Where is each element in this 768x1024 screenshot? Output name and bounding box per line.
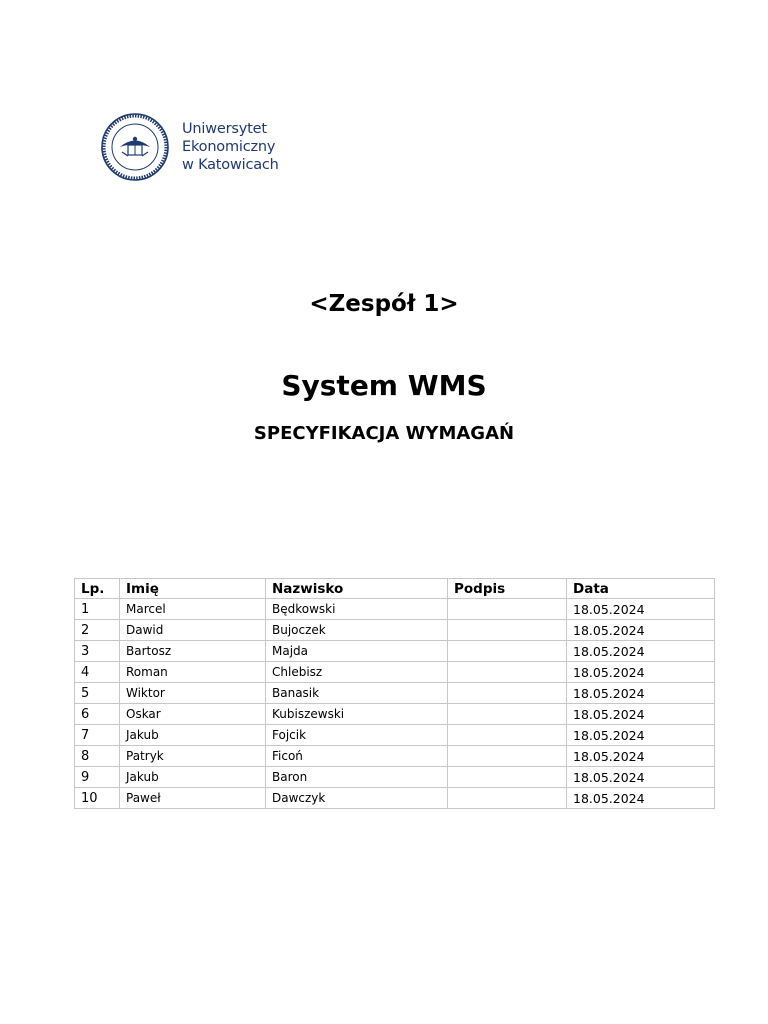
cell-date: 18.05.2024: [567, 641, 715, 662]
table-row: [75, 767, 715, 788]
cell-last-name: Fojcik: [266, 725, 448, 746]
cell-signature: [448, 725, 567, 746]
team-members-table: [74, 578, 715, 809]
cell-last-name: Dawczyk: [266, 788, 448, 809]
cell-lp: 8: [75, 746, 120, 767]
university-name: [182, 120, 279, 174]
university-seal-icon: [100, 112, 170, 182]
table-row: [75, 599, 715, 620]
cell-date: 18.05.2024: [567, 788, 715, 809]
cell-signature: [448, 767, 567, 788]
cell-first-name: Oskar: [120, 704, 266, 725]
cell-lp: 1: [75, 599, 120, 620]
university-name-line-1: Uniwersytet: [182, 121, 267, 137]
cell-first-name: Roman: [120, 662, 266, 683]
cell-lp: 10: [75, 788, 120, 809]
table-row: [75, 725, 715, 746]
column-header-signature: Podpis: [448, 579, 567, 599]
table-row: [75, 662, 715, 683]
cell-date: 18.05.2024: [567, 746, 715, 767]
cell-first-name: Paweł: [120, 788, 266, 809]
table-body: [75, 599, 715, 809]
column-header-first-name: Imię: [120, 579, 266, 599]
cell-signature: [448, 641, 567, 662]
cell-date: 18.05.2024: [567, 725, 715, 746]
university-name-line-3: w Katowicach: [182, 157, 279, 173]
cell-lp: 4: [75, 662, 120, 683]
cell-date: 18.05.2024: [567, 683, 715, 704]
cell-lp: 9: [75, 767, 120, 788]
cell-last-name: Baron: [266, 767, 448, 788]
document-title: System WMS: [281, 369, 487, 402]
column-header-date: Data: [567, 579, 715, 599]
table-row: [75, 641, 715, 662]
table-row: [75, 620, 715, 641]
column-header-last-name: Nazwisko: [266, 579, 448, 599]
cell-lp: 2: [75, 620, 120, 641]
cell-first-name: Patryk: [120, 746, 266, 767]
column-header-lp: Lp.: [75, 579, 120, 599]
cell-lp: 3: [75, 641, 120, 662]
cell-last-name: Będkowski: [266, 599, 448, 620]
cell-first-name: Wiktor: [120, 683, 266, 704]
table-row: [75, 788, 715, 809]
cell-last-name: Banasik: [266, 683, 448, 704]
cell-last-name: Bujoczek: [266, 620, 448, 641]
cell-lp: 5: [75, 683, 120, 704]
team-heading: <Zespół 1>: [309, 291, 459, 317]
cell-date: 18.05.2024: [567, 662, 715, 683]
cell-date: 18.05.2024: [567, 767, 715, 788]
cell-signature: [448, 788, 567, 809]
cell-first-name: Jakub: [120, 767, 266, 788]
cell-signature: [448, 620, 567, 641]
cell-date: 18.05.2024: [567, 599, 715, 620]
document-subtitle: SPECYFIKACJA WYMAGAŃ: [253, 423, 515, 444]
cell-lp: 6: [75, 704, 120, 725]
cell-first-name: Bartosz: [120, 641, 266, 662]
table-row: [75, 704, 715, 725]
table-header-row: [75, 579, 715, 599]
cell-last-name: Chlebisz: [266, 662, 448, 683]
cell-last-name: Majda: [266, 641, 448, 662]
cell-last-name: Kubiszewski: [266, 704, 448, 725]
cell-signature: [448, 746, 567, 767]
cell-signature: [448, 662, 567, 683]
cell-last-name: Ficoń: [266, 746, 448, 767]
table-row: [75, 683, 715, 704]
cell-first-name: Dawid: [120, 620, 266, 641]
university-name-line-2: Ekonomiczny: [182, 139, 276, 155]
cell-signature: [448, 704, 567, 725]
cell-date: 18.05.2024: [567, 620, 715, 641]
table-row: [75, 746, 715, 767]
cell-date: 18.05.2024: [567, 704, 715, 725]
cell-first-name: Jakub: [120, 725, 266, 746]
cell-signature: [448, 599, 567, 620]
cell-first-name: Marcel: [120, 599, 266, 620]
cell-signature: [448, 683, 567, 704]
cell-lp: 7: [75, 725, 120, 746]
university-logo: [100, 112, 300, 182]
